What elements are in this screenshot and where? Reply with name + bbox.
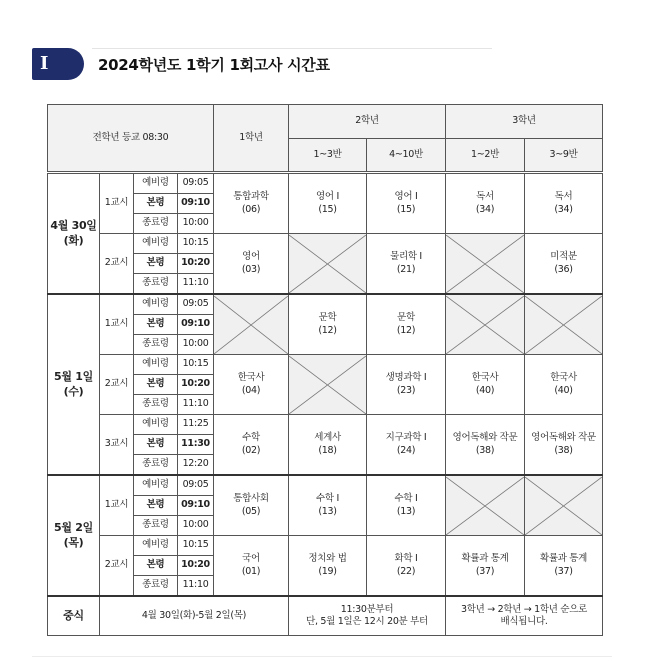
bell-label: 종료령 (134, 214, 178, 234)
subject-name: 물리학 I (390, 251, 422, 263)
bell-label: 종료령 (134, 576, 178, 597)
room-number: (37) (475, 565, 495, 577)
room-number: (06) (241, 203, 261, 215)
not-applicable-icon (525, 296, 602, 354)
room-number: (15) (396, 203, 416, 215)
exam-subject-cell (525, 415, 603, 476)
exam-subject-cell (525, 234, 603, 295)
room-number: (04) (241, 384, 261, 396)
g3-group-2-header: 3~9반 (525, 139, 603, 173)
exam-date-day: 5월 2일 (54, 521, 93, 535)
subject-name: 영어독해와 작문 (531, 432, 596, 444)
room-number: (22) (396, 565, 416, 577)
room-number: (03) (241, 263, 261, 275)
subject-name: 영어독해와 작문 (452, 432, 518, 444)
room-number: (38) (554, 444, 573, 456)
bell-label: 본령 (134, 315, 178, 335)
not-applicable-icon (446, 235, 524, 293)
room-number: (38) (475, 444, 495, 456)
bell-time: 11:30 (178, 435, 214, 455)
exam-date-day: 5월 1일 (54, 370, 93, 384)
not-applicable-cell (446, 234, 525, 295)
bottom-rule (32, 656, 612, 657)
exam-date-weekday: (화) (63, 233, 84, 247)
not-applicable-icon (525, 477, 602, 535)
lunch-grade2-note (289, 596, 446, 636)
room-number: (40) (554, 384, 573, 396)
exam-subject-cell (367, 536, 446, 597)
bell-label: 예비령 (134, 234, 178, 254)
room-number: (05) (241, 505, 261, 517)
room-number: (02) (241, 444, 261, 456)
exam-subject-cell (214, 355, 289, 415)
arrival-time-header: 전학년 등교 08:30 (48, 105, 214, 173)
not-applicable-cell (525, 475, 603, 536)
room-number: (21) (396, 263, 416, 275)
bell-label: 예비령 (134, 536, 178, 556)
exam-subject-cell (525, 536, 603, 597)
lunch-label: 중식 (48, 596, 100, 636)
room-number: (34) (475, 203, 495, 215)
not-applicable-cell (214, 294, 289, 355)
exam-subject-cell (214, 415, 289, 476)
bell-time: 10:15 (178, 234, 214, 254)
bell-label: 예비령 (134, 475, 178, 496)
bell-time: 10:15 (178, 355, 214, 375)
bell-label: 예비령 (134, 355, 178, 375)
bell-label: 예비령 (134, 173, 178, 194)
period-label: 2교시 (100, 234, 134, 295)
subject-name: 독서 (476, 191, 494, 203)
bell-label: 본령 (134, 556, 178, 576)
bell-time: 12:20 (178, 455, 214, 476)
exam-date (48, 173, 100, 295)
bell-label: 본령 (134, 194, 178, 214)
exam-date-weekday: (목) (63, 535, 84, 549)
room-number: (24) (396, 444, 416, 456)
subject-name: 통합과학 (233, 191, 269, 203)
not-applicable-icon (289, 235, 366, 293)
subject-name: 한국사 (237, 372, 265, 384)
bell-time: 10:00 (178, 335, 214, 355)
grade3-header: 3학년 (446, 105, 603, 139)
exam-subject-cell (289, 536, 367, 597)
bell-label: 예비령 (134, 294, 178, 315)
lunch-grade1-dates: 4월 30일(화)-5월 2일(목) (100, 596, 289, 636)
lunch-grade3-line1: 3학년 → 2학년 → 1학년 순으로 (460, 603, 588, 615)
subject-name: 수학 I (316, 493, 339, 505)
period-label: 2교시 (100, 355, 134, 415)
exam-date-day: 4월 30일 (50, 219, 97, 233)
exam-timetable (47, 104, 603, 636)
room-number: (12) (318, 324, 337, 336)
exam-date-weekday: (수) (63, 384, 84, 398)
room-number: (12) (396, 324, 416, 336)
subject-name: 정치와 법 (308, 553, 347, 565)
room-number: (18) (318, 444, 337, 456)
subject-name: 영어 (242, 251, 260, 263)
grade2-header: 2학년 (289, 105, 446, 139)
subject-name: 세계사 (314, 432, 341, 444)
bell-time: 09:05 (178, 294, 214, 315)
subject-name: 수학 I (394, 493, 418, 505)
g2-group-2-header: 4~10반 (367, 139, 446, 173)
bell-time: 10:20 (178, 556, 214, 576)
exam-subject-cell (446, 415, 525, 476)
exam-subject-cell (367, 294, 446, 355)
bell-time: 11:10 (178, 395, 214, 415)
room-number: (36) (554, 263, 573, 275)
period-label: 2교시 (100, 536, 134, 597)
bell-time: 11:25 (178, 415, 214, 435)
page-title: 2024학년도 1학기 1회고사 시간표 (98, 56, 330, 74)
bell-time: 11:10 (178, 274, 214, 295)
section-badge: I (32, 48, 84, 80)
bell-time: 10:00 (178, 516, 214, 536)
exam-subject-cell (289, 475, 367, 536)
bell-label: 종료령 (134, 455, 178, 476)
not-applicable-icon (214, 296, 288, 354)
room-number: (37) (554, 565, 573, 577)
header-rule (92, 48, 492, 49)
bell-label: 종료령 (134, 395, 178, 415)
exam-subject-cell (289, 294, 367, 355)
subject-name: 한국사 (471, 372, 499, 384)
exam-subject-cell (214, 173, 289, 234)
room-number: (19) (318, 565, 337, 577)
not-applicable-cell (446, 475, 525, 536)
bell-time: 10:20 (178, 254, 214, 274)
bell-time: 09:10 (178, 194, 214, 214)
bell-label: 예비령 (134, 415, 178, 435)
exam-subject-cell (367, 415, 446, 476)
subject-name: 지구과학 I (385, 432, 427, 444)
room-number: (23) (396, 384, 416, 396)
exam-date (48, 475, 100, 596)
subject-name: 통합사회 (233, 493, 269, 505)
exam-subject-cell (367, 475, 446, 536)
period-label: 3교시 (100, 415, 134, 476)
lunch-grade2-line2: 단, 5월 1일은 12시 20분 부터 (306, 616, 428, 627)
exam-subject-cell (525, 355, 603, 415)
period-label: 1교시 (100, 173, 134, 234)
bell-time: 09:05 (178, 475, 214, 496)
g3-group-1-header: 1~2반 (446, 139, 525, 173)
bell-time: 10:00 (178, 214, 214, 234)
bell-label: 종료령 (134, 516, 178, 536)
room-number: (13) (318, 505, 337, 517)
bell-label: 본령 (134, 375, 178, 395)
room-number: (40) (475, 384, 495, 396)
subject-name: 화학 I (394, 553, 418, 565)
bell-label: 종료령 (134, 274, 178, 295)
subject-name: 확률과 통계 (461, 553, 509, 565)
subject-name: 독서 (554, 191, 573, 203)
exam-subject-cell (367, 355, 446, 415)
not-applicable-icon (446, 477, 524, 535)
bell-label: 종료령 (134, 335, 178, 355)
bell-label: 본령 (134, 496, 178, 516)
not-applicable-cell (525, 294, 603, 355)
subject-name: 문학 (318, 312, 337, 324)
period-label: 1교시 (100, 475, 134, 536)
bell-label: 본령 (134, 254, 178, 274)
subject-name: 수학 (242, 432, 260, 444)
room-number: (34) (554, 203, 573, 215)
exam-subject-cell (289, 415, 367, 476)
exam-subject-cell (289, 173, 367, 234)
subject-name: 국어 (242, 553, 260, 565)
subject-name: 한국사 (550, 372, 577, 384)
exam-subject-cell (214, 234, 289, 295)
bell-time: 11:10 (178, 576, 214, 597)
lunch-grade3-line2: 배식됩니다. (500, 616, 548, 627)
room-number: (13) (396, 505, 416, 517)
subject-name: 영어 I (316, 191, 339, 203)
subject-name: 미적분 (550, 251, 577, 263)
exam-subject-cell (525, 173, 603, 234)
room-number: (01) (241, 565, 261, 577)
bell-time: 09:10 (178, 315, 214, 335)
grade1-header: 1학년 (214, 105, 289, 173)
subject-name: 문학 (397, 312, 415, 324)
bell-label: 본령 (134, 435, 178, 455)
not-applicable-icon (446, 296, 524, 354)
exam-subject-cell (446, 173, 525, 234)
subject-name: 영어 I (394, 191, 418, 203)
exam-subject-cell (446, 355, 525, 415)
exam-date (48, 294, 100, 475)
not-applicable-cell (289, 234, 367, 295)
period-label: 1교시 (100, 294, 134, 355)
not-applicable-cell (289, 355, 367, 415)
not-applicable-cell (446, 294, 525, 355)
page-header (32, 48, 492, 80)
g2-group-1-header: 1~3반 (289, 139, 367, 173)
exam-subject-cell (214, 536, 289, 597)
bell-time: 09:10 (178, 496, 214, 516)
exam-subject-cell (446, 536, 525, 597)
subject-name: 생명과학 I (385, 372, 427, 384)
subject-name: 확률과 통계 (539, 553, 588, 565)
lunch-grade3-note (446, 596, 603, 636)
bell-time: 10:20 (178, 375, 214, 395)
room-number: (15) (318, 203, 337, 215)
exam-subject-cell (367, 234, 446, 295)
exam-subject-cell (367, 173, 446, 234)
bell-time: 10:15 (178, 536, 214, 556)
bell-time: 09:05 (178, 173, 214, 194)
lunch-grade2-line1: 11:30분부터 (340, 603, 394, 615)
not-applicable-icon (289, 356, 366, 414)
exam-subject-cell (214, 475, 289, 536)
